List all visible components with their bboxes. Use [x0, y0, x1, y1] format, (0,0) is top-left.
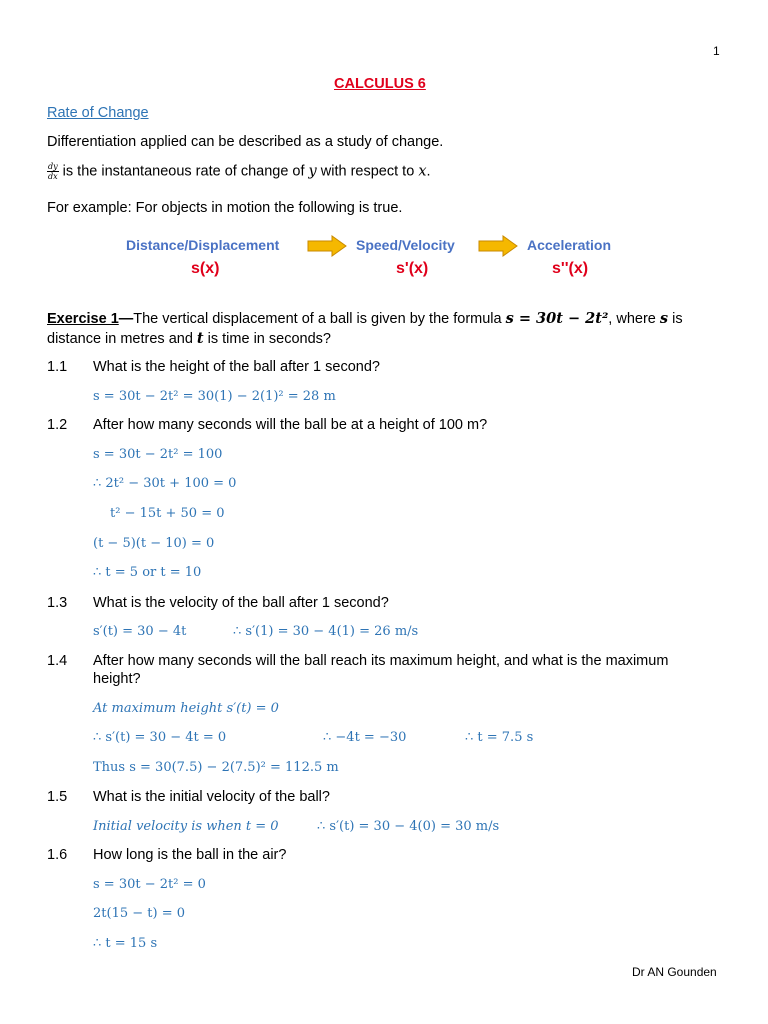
- exercise-line2-a: distance in metres and: [47, 331, 193, 347]
- exercise-line-2: [47, 330, 331, 347]
- exercise-t-var: t: [196, 330, 204, 347]
- answer-line: s = 30t − 2t² = 100: [93, 447, 223, 462]
- exercise-line2-b: is time in seconds?: [207, 331, 331, 347]
- flow-step1-label: Distance/Displacement: [126, 237, 280, 253]
- question-number: 1.3: [47, 595, 68, 611]
- exercise-s-var: s: [659, 310, 669, 327]
- answer-line: s = 30t − 2t² = 0: [93, 877, 206, 892]
- page-title: CALCULUS 6: [334, 76, 426, 92]
- answer-line: ∴ 2t² − 30t + 100 = 0: [93, 476, 237, 491]
- derivative-y: y: [308, 163, 317, 180]
- section-heading: Rate of Change: [47, 105, 149, 121]
- exercise-formula: s = 30t − 2t²: [505, 310, 609, 327]
- question-text-cont: height?: [93, 671, 141, 687]
- answer-line: ∴ s′(t) = 30 − 4t = 0: [93, 730, 227, 745]
- derivative-text-1: is the instantaneous rate of change of: [62, 163, 305, 180]
- derivative-text-2: with respect to: [320, 163, 415, 180]
- exercise-text-3: is: [672, 311, 683, 327]
- answer-line: s′(t) = 30 − 4t: [93, 624, 187, 639]
- answer-line: ∴ t = 7.5 s: [465, 730, 534, 745]
- answer-line: ∴ s′(1) = 30 − 4(1) = 26 m/s: [233, 624, 419, 639]
- flow-arrow-2-icon: [478, 235, 518, 257]
- answer-line: At maximum height s′(t) = 0: [93, 701, 279, 716]
- answer-line: t² − 15t + 50 = 0: [110, 506, 225, 521]
- intro-text: Differentiation applied can be described as a study of change.: [47, 134, 444, 150]
- question-text: After how many seconds will the ball reach its maximum height, and what is the maximum: [93, 653, 669, 669]
- question-number: 1.1: [47, 359, 68, 375]
- question-number: 1.5: [47, 789, 68, 805]
- flow-step2-label: Speed/Velocity: [356, 237, 455, 253]
- exercise-text-2: , where: [608, 311, 656, 327]
- question-text: How long is the ball in the air?: [93, 847, 287, 863]
- question-number: 1.4: [47, 653, 68, 669]
- answer-line: 2t(15 − t) = 0: [93, 906, 185, 921]
- question-text: What is the velocity of the ball after 1 second?: [93, 595, 389, 611]
- answer-line: s = 30t − 2t² = 30(1) − 2(1)² = 28 m: [93, 389, 336, 404]
- footer-author: Dr AN Gounden: [632, 965, 717, 979]
- exercise-label: Exercise 1: [47, 311, 119, 327]
- question-number: 1.2: [47, 417, 68, 433]
- question-text: After how many seconds will the ball be at a height of 100 m?: [93, 417, 488, 433]
- flow-step1-var: s(x): [191, 260, 220, 277]
- exercise-text-1: The vertical displacement of a ball is given by the formula: [133, 311, 502, 327]
- frac-numerator: dy: [48, 162, 58, 171]
- derivative-period: .: [426, 163, 431, 180]
- flow-arrow-1-icon: [307, 235, 347, 257]
- flow-step3-var: s''(x): [552, 260, 589, 277]
- page-number: 1: [713, 44, 720, 58]
- answer-line: (t − 5)(t − 10) = 0: [93, 536, 215, 551]
- question-text: What is the initial velocity of the ball?: [93, 789, 330, 805]
- answer-line: ∴ −4t = −30: [323, 730, 407, 745]
- exercise-line-1: [47, 310, 683, 327]
- answer-line: ∴ t = 5 or t = 10: [93, 565, 202, 580]
- exercise-dash: —: [118, 311, 134, 327]
- example-text: For example: For objects in motion the following is true.: [47, 200, 403, 216]
- answer-line: Initial velocity is when t = 0: [93, 819, 279, 834]
- answer-line: ∴ s′(t) = 30 − 4(0) = 30 m/s: [317, 819, 500, 834]
- answer-line: Thus s = 30(7.5) − 2(7.5)² = 112.5 m: [93, 760, 339, 775]
- derivative-line: [47, 162, 431, 181]
- frac-denominator: dx: [48, 172, 58, 181]
- derivative-x: x: [418, 163, 427, 180]
- flow-step3-label: Acceleration: [527, 237, 612, 253]
- answer-line: ∴ t = 15 s: [93, 936, 158, 951]
- question-number: 1.6: [47, 847, 68, 863]
- question-text: What is the height of the ball after 1 second?: [93, 359, 380, 375]
- flow-step2-var: s'(x): [396, 260, 429, 277]
- derivative-fraction: [47, 162, 59, 181]
